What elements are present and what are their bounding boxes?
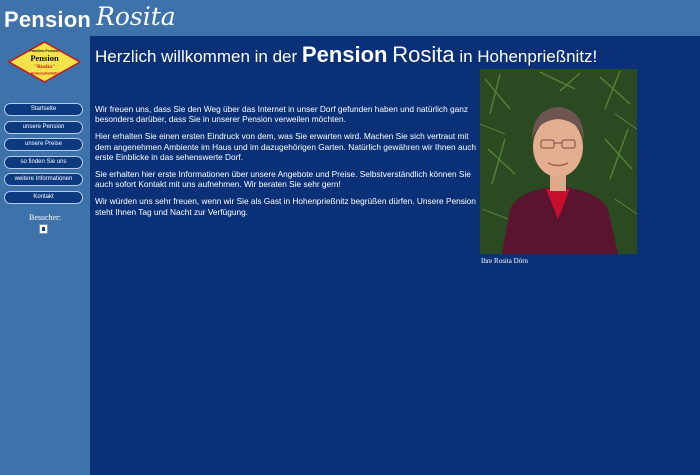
logo-line-place: Hohenprießnitz	[30, 71, 59, 76]
sidebar	[0, 36, 90, 475]
heading-post: in Hohenprießnitz!	[459, 47, 598, 66]
welcome-text	[95, 104, 479, 224]
nav-kontakt[interactable]: Kontakt	[4, 191, 83, 204]
paragraph-4: Wir würden uns sehr freuen, wenn wir Sie als Gast in Hohenprießnitz begrüßen dürfen. Unsere Pension steht Ihnen Tag und Nacht zur Verfügung.	[95, 196, 476, 217]
nav-unsere-preise[interactable]: unsere Preise	[4, 138, 83, 151]
paragraph-2: Hier erhalten Sie einen ersten Eindruck von dem, was Sie erwarten wird. Machen Sie sich vertraut mit dem angenehmen Ambiente im Haus und im dazugehörigen Garten. Natürlich gewähren wir Ihnen auch erste Einblicke in das sehenswerte Dorf.	[95, 131, 476, 163]
logo-line-top: Familien-Pension	[29, 49, 60, 53]
heading-rosita: Rosita	[392, 42, 455, 67]
brand-title: Pension	[4, 7, 91, 32]
page-title	[95, 42, 597, 68]
heading-pension: Pension	[301, 42, 388, 67]
brand-script-title: Rosita	[96, 2, 176, 31]
site-header	[0, 0, 700, 36]
logo-line-name: "Rosita"	[33, 64, 56, 70]
logo-line-main: Pension	[30, 53, 59, 63]
paragraph-1: Wir freuen uns, dass Sie den Weg über das Internet in unser Dorf gefunden haben und natürlich ganz besonders darüber, dass Sie in unserer Pension verweilen möchten.	[95, 104, 468, 125]
owner-photo	[480, 69, 637, 254]
photo-caption: Ihre Rosita Dörn	[481, 257, 529, 265]
counter-icon	[39, 224, 48, 234]
main-nav	[4, 103, 83, 208]
paragraph-3: Sie erhalten hier erste Informationen über unsere Angebote und Preise. Selbstverständlich können Sie auch sofort Kontakt mit uns aufnehmen. Wir beraten Sie sehr gern!	[95, 169, 471, 190]
heading-pre: Herzlich willkommen in der	[95, 47, 298, 66]
pension-logo[interactable]	[8, 41, 81, 83]
nav-so-finden-sie-uns[interactable]: so finden Sie uns	[4, 156, 83, 169]
nav-startseite[interactable]: Startseite	[4, 103, 83, 116]
visitor-counter-label: Besucher:	[29, 213, 61, 222]
nav-unsere-pension[interactable]: unsere Pension	[4, 121, 83, 134]
nav-weitere-informationen[interactable]: weitere Informationen	[4, 173, 83, 186]
